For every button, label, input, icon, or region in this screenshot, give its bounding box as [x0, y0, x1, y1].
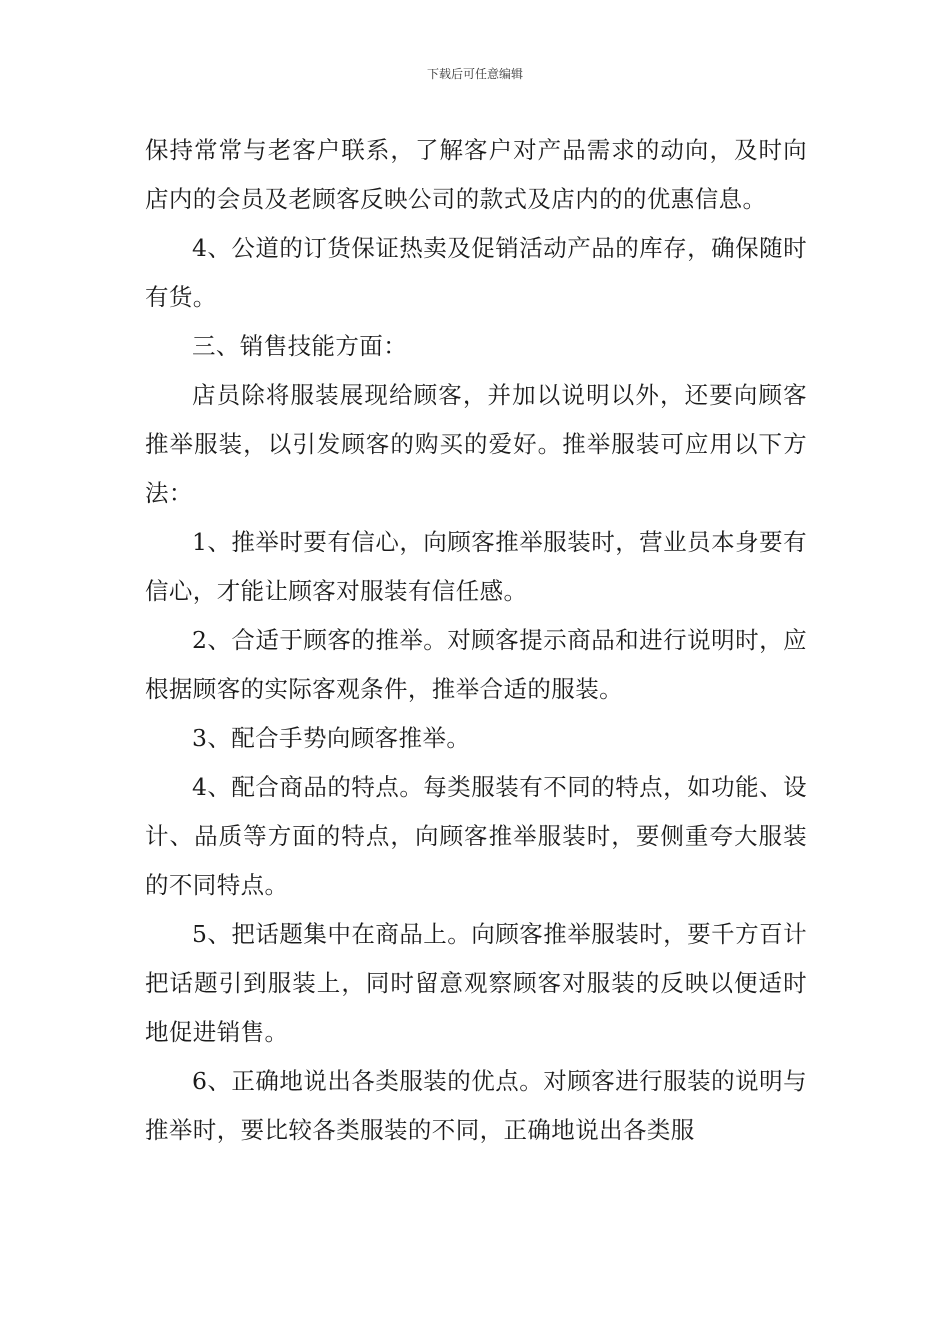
document-body [145, 126, 807, 1155]
paragraph-method-4: 4、配合商品的特点。每类服装有不同的特点，如功能、设计、品质等方面的特点，向顾客推举服装时，要侧重夸大服装的不同特点。 [145, 773, 807, 899]
paragraph-method-1: 1、推举时要有信心，向顾客推举服装时，营业员本身要有信心，才能让顾客对服装有信任感。 [145, 528, 807, 605]
paragraph-item-4-inventory: 4、公道的订货保证热卖及促销活动产品的库存，确保随时有货。 [145, 234, 807, 311]
section-heading-sales-skills: 三、销售技能方面： [192, 332, 408, 360]
paragraph-method-2: 2、合适于顾客的推举。对顾客提示商品和进行说明时，应根据顾客的实际客观条件，推举合适的服装。 [145, 626, 807, 703]
paragraph-method-6: 6、正确地说出各类服装的优点。对顾客进行服装的说明与推举时，要比较各类服装的不同，正确地说出各类服 [145, 1067, 807, 1144]
paragraph-method-3: 3、配合手势向顾客推举。 [192, 724, 471, 752]
paragraph-continuation: 保持常常与老客户联系，了解客户对产品需求的动向，及时向店内的会员及老顾客反映公司的款式及店内的的优惠信息。 [145, 136, 807, 213]
paragraph-sales-intro: 店员除将服装展现给顾客，并加以说明以外，还要向顾客推举服装，以引发顾客的购买的爱好。推举服装可应用以下方法： [145, 381, 807, 507]
paragraph-method-5: 5、把话题集中在商品上。向顾客推举服装时，要千方百计把话题引到服装上，同时留意观察顾客对服装的反映以便适时地促进销售。 [145, 920, 807, 1046]
page-header: 下载后可任意编辑 [426, 67, 523, 81]
